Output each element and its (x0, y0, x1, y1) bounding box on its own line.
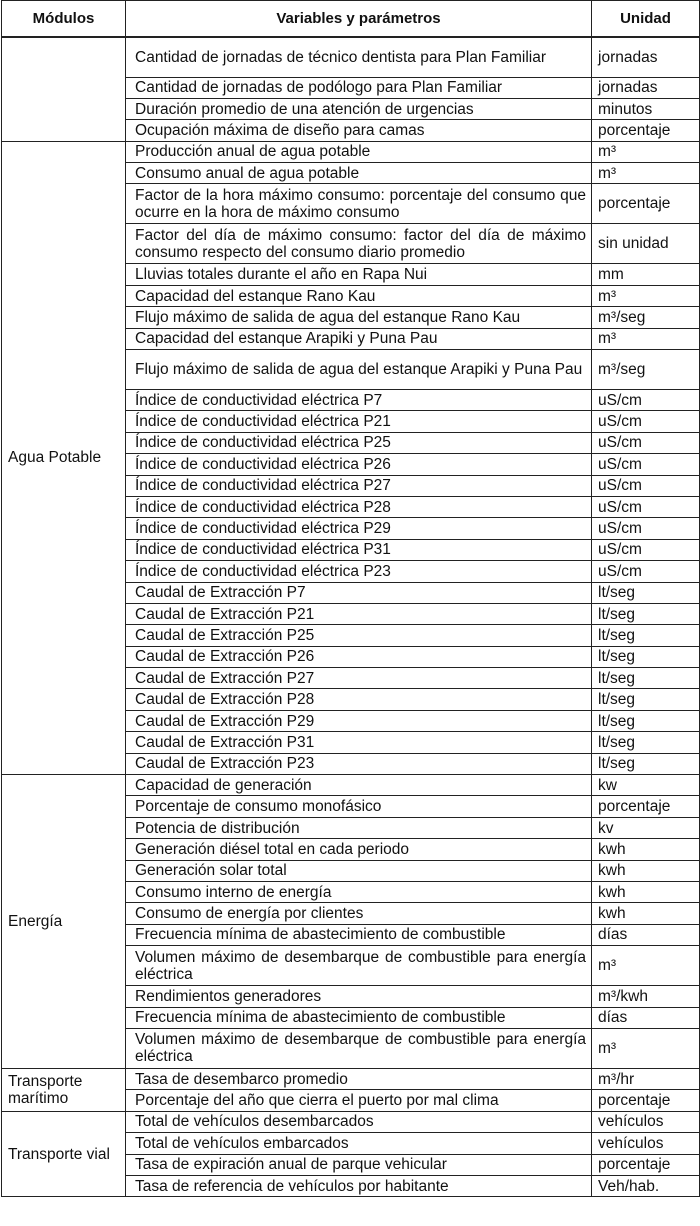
parameter-cell: Índice de conductividad eléctrica P31 (126, 539, 592, 560)
parameter-cell: Tasa de referencia de vehículos por habitante (126, 1175, 592, 1196)
unit-cell: minutos (592, 98, 700, 119)
parameter-cell: Caudal de Extracción P23 (126, 753, 592, 774)
unit-cell: kwh (592, 882, 700, 903)
parameter-cell: Índice de conductividad eléctrica P27 (126, 475, 592, 496)
parameter-cell: Generación solar total (126, 860, 592, 881)
unit-cell: porcentaje (592, 1090, 700, 1111)
unit-cell: uS/cm (592, 475, 700, 496)
unit-cell: m³ (592, 946, 700, 986)
parameter-cell: Capacidad de generación (126, 775, 592, 796)
parameter-cell: Capacidad del estanque Rano Kau (126, 285, 592, 306)
unit-cell: lt/seg (592, 689, 700, 710)
module-cell: Energía (2, 775, 126, 1069)
header-unit: Unidad (592, 1, 700, 38)
unit-cell: m³ (592, 141, 700, 162)
unit-cell: jornadas (592, 77, 700, 98)
unit-cell: m³/seg (592, 307, 700, 328)
parameter-cell: Duración promedio de una atención de urgencias (126, 98, 592, 119)
unit-cell: uS/cm (592, 390, 700, 411)
unit-cell: lt/seg (592, 710, 700, 731)
parameter-cell: Consumo anual de agua potable (126, 163, 592, 184)
parameter-cell: Cantidad de jornadas de técnico dentista para Plan Familiar (126, 37, 592, 77)
unit-cell: uS/cm (592, 539, 700, 560)
table-row (2, 37, 700, 77)
parameter-cell: Índice de conductividad eléctrica P23 (126, 561, 592, 582)
unit-cell: Veh/hab. (592, 1175, 700, 1196)
parameter-cell: Porcentaje de consumo monofásico (126, 796, 592, 817)
parameter-cell: Flujo máximo de salida de agua del estanque Rano Kau (126, 307, 592, 328)
unit-cell: m³ (592, 163, 700, 184)
parameter-cell: Caudal de Extracción P29 (126, 710, 592, 731)
parameter-cell: Factor de la hora máximo consumo: porcentaje del consumo que ocurre en la hora de máximo consumo (126, 184, 592, 224)
unit-cell: uS/cm (592, 561, 700, 582)
unit-cell: uS/cm (592, 454, 700, 475)
unit-cell: porcentaje (592, 184, 700, 224)
unit-cell: kv (592, 817, 700, 838)
unit-cell: vehículos (592, 1133, 700, 1154)
parameter-cell: Caudal de Extracción P25 (126, 625, 592, 646)
unit-cell: uS/cm (592, 432, 700, 453)
parameter-cell: Índice de conductividad eléctrica P25 (126, 432, 592, 453)
module-cell (2, 37, 126, 141)
unit-cell: lt/seg (592, 625, 700, 646)
parameter-cell: Capacidad del estanque Arapiki y Puna Pau (126, 328, 592, 349)
module-cell: Transporte marítimo (2, 1068, 126, 1111)
parameter-cell: Ocupación máxima de diseño para camas (126, 120, 592, 141)
parameter-cell: Consumo interno de energía (126, 882, 592, 903)
unit-cell: vehículos (592, 1111, 700, 1132)
unit-cell: kwh (592, 860, 700, 881)
parameter-cell: Consumo de energía por clientes (126, 903, 592, 924)
unit-cell: m³ (592, 285, 700, 306)
parameter-cell: Tasa de desembarco promedio (126, 1068, 592, 1089)
unit-cell: días (592, 1007, 700, 1028)
unit-cell: kwh (592, 903, 700, 924)
unit-cell: porcentaje (592, 1154, 700, 1175)
table-row (2, 1111, 700, 1132)
header-module: Módulos (2, 1, 126, 38)
unit-cell: uS/cm (592, 411, 700, 432)
unit-cell: m³/hr (592, 1068, 700, 1089)
unit-cell: lt/seg (592, 603, 700, 624)
table-row (2, 775, 700, 796)
unit-cell: lt/seg (592, 582, 700, 603)
unit-cell: kw (592, 775, 700, 796)
parameter-cell: Total de vehículos desembarcados (126, 1111, 592, 1132)
parameter-cell: Generación diésel total en cada periodo (126, 839, 592, 860)
parameter-cell: Producción anual de agua potable (126, 141, 592, 162)
table-row (2, 141, 700, 162)
parameter-cell: Rendimientos generadores (126, 986, 592, 1007)
variables-table (1, 0, 700, 1197)
unit-cell: m³ (592, 1028, 700, 1068)
parameter-cell: Frecuencia mínima de abastecimiento de combustible (126, 924, 592, 945)
unit-cell: m³/seg (592, 350, 700, 390)
parameter-cell: Volumen máximo de desembarque de combustible para energía eléctrica (126, 1028, 592, 1068)
parameter-cell: Frecuencia mínima de abastecimiento de combustible (126, 1007, 592, 1028)
parameter-cell: Lluvias totales durante el año en Rapa Nui (126, 264, 592, 285)
unit-cell: lt/seg (592, 646, 700, 667)
unit-cell: jornadas (592, 37, 700, 77)
parameter-cell: Factor del día de máximo consumo: factor del día de máximo consumo respecto del consumo diario promedio (126, 224, 592, 264)
unit-cell: lt/seg (592, 668, 700, 689)
unit-cell: mm (592, 264, 700, 285)
parameter-cell: Índice de conductividad eléctrica P21 (126, 411, 592, 432)
table-body (2, 37, 700, 1197)
parameter-cell: Índice de conductividad eléctrica P29 (126, 518, 592, 539)
parameter-cell: Caudal de Extracción P28 (126, 689, 592, 710)
parameter-cell: Total de vehículos embarcados (126, 1133, 592, 1154)
parameter-cell: Cantidad de jornadas de podólogo para Plan Familiar (126, 77, 592, 98)
unit-cell: lt/seg (592, 732, 700, 753)
parameter-cell: Caudal de Extracción P26 (126, 646, 592, 667)
unit-cell: sin unidad (592, 224, 700, 264)
parameter-cell: Tasa de expiración anual de parque vehicular (126, 1154, 592, 1175)
parameter-cell: Porcentaje del año que cierra el puerto por mal clima (126, 1090, 592, 1111)
parameter-cell: Caudal de Extracción P27 (126, 668, 592, 689)
parameter-cell: Índice de conductividad eléctrica P26 (126, 454, 592, 475)
parameter-cell: Índice de conductividad eléctrica P28 (126, 496, 592, 517)
unit-cell: lt/seg (592, 753, 700, 774)
unit-cell: kwh (592, 839, 700, 860)
parameter-cell: Caudal de Extracción P21 (126, 603, 592, 624)
unit-cell: m³ (592, 328, 700, 349)
table-row (2, 1068, 700, 1089)
parameter-cell: Potencia de distribución (126, 817, 592, 838)
unit-cell: porcentaje (592, 796, 700, 817)
module-cell: Agua Potable (2, 141, 126, 774)
unit-cell: uS/cm (592, 496, 700, 517)
unit-cell: porcentaje (592, 120, 700, 141)
parameter-cell: Caudal de Extracción P31 (126, 732, 592, 753)
header-row (2, 1, 700, 38)
unit-cell: uS/cm (592, 518, 700, 539)
header-variable: Variables y parámetros (126, 1, 592, 38)
unit-cell: m³/kwh (592, 986, 700, 1007)
parameter-cell: Caudal de Extracción P7 (126, 582, 592, 603)
parameter-cell: Índice de conductividad eléctrica P7 (126, 390, 592, 411)
parameter-cell: Flujo máximo de salida de agua del estanque Arapiki y Puna Pau (126, 350, 592, 390)
unit-cell: días (592, 924, 700, 945)
module-cell: Transporte vial (2, 1111, 126, 1197)
parameter-cell: Volumen máximo de desembarque de combustible para energía eléctrica (126, 946, 592, 986)
